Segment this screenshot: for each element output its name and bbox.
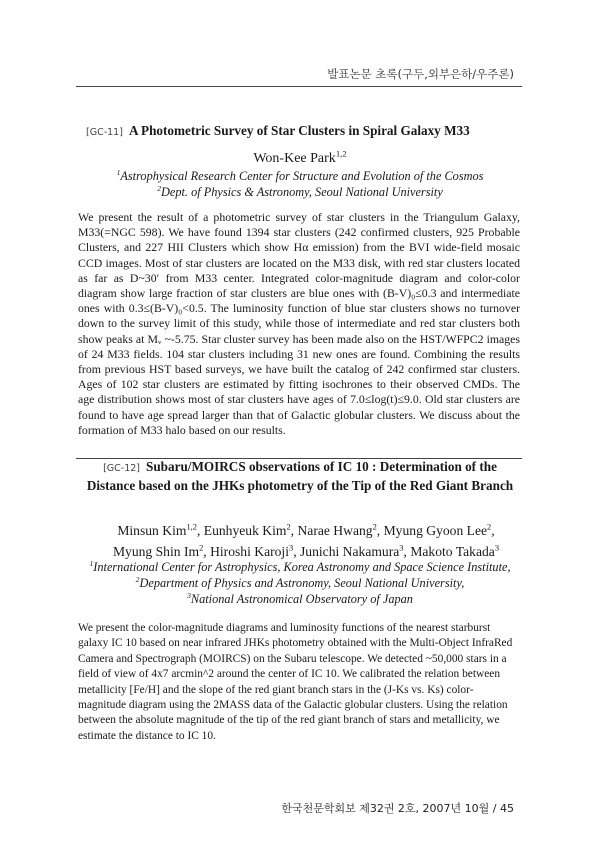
author-name: Minsun Kim (117, 523, 187, 538)
paper2-affiliation (0, 575, 600, 591)
paper1-affiliation (0, 184, 600, 200)
author-name: Junichi Nakamura (300, 544, 400, 559)
page-footer: 한국천문학회보 제32권 2호, 2007년 10월 / 45 (281, 802, 514, 815)
author-sup: 2 (286, 521, 291, 532)
affiliation-number: 3 (187, 590, 191, 600)
author-name: Myung Shin Im (112, 544, 200, 559)
affiliation-number: 2 (157, 183, 162, 193)
affiliation-number: 2 (135, 574, 140, 584)
paper2-affiliations (0, 559, 600, 607)
author-sup: 3 (399, 542, 404, 553)
paper1-code: [GC-11] (86, 127, 123, 138)
author-name: Myung Gyoon Lee (383, 523, 488, 538)
affiliation-number: 1 (89, 558, 94, 568)
author-sup: 3 (289, 542, 294, 553)
author-sup: 3 (494, 542, 500, 553)
affiliation-text: National Astronomical Observatory of Japan (190, 592, 413, 606)
paper1-author-sup: 1,2 (335, 148, 347, 159)
paper1-title-line (86, 123, 526, 139)
paper2-affiliation (0, 591, 600, 607)
author-sup: 1,2 (186, 521, 197, 532)
author-name: Eunhyeuk Kim (203, 523, 287, 538)
author-name: Hiroshi Karoji (210, 544, 289, 559)
affiliation-number: 1 (116, 167, 121, 177)
paper1-affiliation (0, 168, 600, 184)
paper1-affiliations (0, 168, 600, 200)
affiliation-text: Dept. of Physics & Astronomy, Seoul National University (161, 185, 443, 199)
paper2-title-block (78, 458, 522, 494)
author-name: Narae Hwang (297, 523, 373, 538)
author-sup: 2 (372, 521, 377, 532)
paper2-affiliation (0, 559, 600, 575)
header-rule (76, 86, 522, 87)
affiliation-text: Astrophysical Research Center for Structure and Evolution of the Cosmos (120, 169, 484, 183)
affiliation-text: International Center for Astrophysics, Korea Astronomy and Space Science Institute, (93, 560, 511, 574)
paper2-authors: Minsun Kim$^{1,2}$, Eunhyeuk Kim$^2$, Narae Hwang$^2$, Myung Gyoon Lee$^2$, Myung Shin Im$^2$, Hiroshi Karoji$^3$, Junichi Nakamura$^3$, Makoto Takada$^3$ (112, 521, 500, 559)
paper1-abstract: We present the result of a photometric survey of star clusters in the Triangulum Galaxy, M33(=NGC 598). We have found 1394 star clusters (242 confirmed clusters, 925 Probable Clusters, and 227 HII Clusters which show Hα emission) from the BVI wide-field mosaic CCD images. Most of star clusters are located on the M33 disk, with red star clusters located as far as D~30′ from M33 center. Integrated color-magnitude diagram and color-color diagram show large fraction of star clusters are blue ones with (B-V)₀≤0.3 and intermediate ones with 0.3≤(B-V)₀<0.5. The luminosity function of blue star clusters shows no turnover down to the survey limit of this study, while those of intermediate and red star clusters both show peaks at Mᵥ ~-5.75. Star cluster survey has been made also on the HST/WFPC2 images of 24 M33 fields. 104 star clusters including 31 new ones are found. Combining the results from previous HST based surveys, we have built the catalog of 242 confirmed star clusters. Ages of 102 star clusters are estimated by fitting isochrones to their observed CMDs. The age distribution shows most of star clusters have ages of 7.0≤log(t)≤9.0. Old star clusters are found to have age spread larger than that of Galactic globular clusters. We discuss about the formation of M33 halo based on our results. (78, 210, 520, 437)
paper2-code: [GC-12] (103, 463, 140, 474)
paper1-authors (0, 148, 600, 167)
author-sup: 2 (199, 542, 204, 553)
affiliation-text: Department of Physics and Astronomy, Seoul National University, (139, 576, 465, 590)
paper1-title: A Photometric Survey of Star Clusters in Spiral Galaxy M33 (128, 123, 470, 138)
author-name: Makoto Takada (410, 544, 495, 559)
paper2-abstract: We present the color-magnitude diagrams and luminosity functions of the nearest starburst galaxy IC 10 based on near infrared JHKs photometry obtained with the Multi-Object InfraRed Camera and Spectrograph (MOIRCS) on the Subaru telescope. We detected ~50,000 stars in a field of view of 4x7 arcmin^2 around the center of IC 10. We calibrated the relation between metallicity [Fe/H] and the slope of the red giant branch stars in the (J-Ks vs. Ks) color-magnitude diagram using the 2MASS data of the Galactic globular clusters. Using the relation between the absolute magnitude of the tip of the red giant branch of stars and metallicity, we estimate the distance to IC 10. (78, 622, 513, 742)
paper2-title: Subaru/MOIRCS observations of IC 10 : Determination of the Distance based on the JHKs photometry of the Tip of the Red Giant Branch (86, 459, 514, 493)
paper1-author: Won-Kee Park (253, 151, 336, 166)
running-head: 발표논문 초록(구두,외부은하/우주론) (327, 67, 514, 81)
author-sup: 2 (487, 521, 492, 532)
